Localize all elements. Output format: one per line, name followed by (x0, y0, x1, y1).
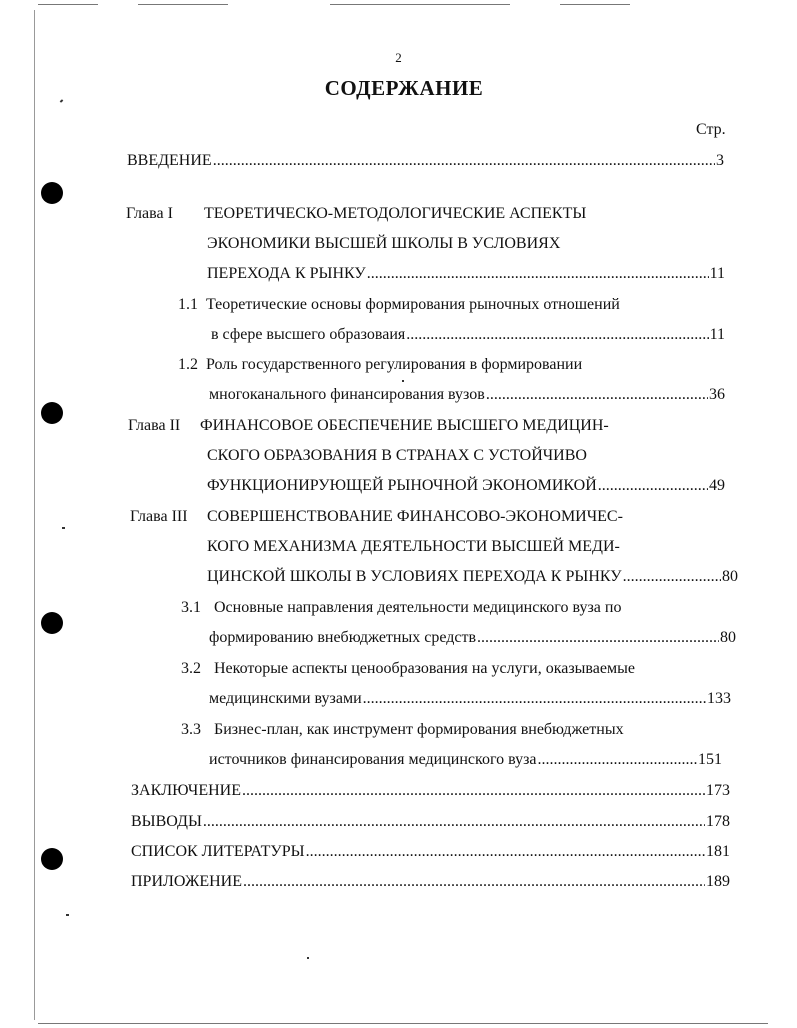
toc-section-label: 3.3 (181, 721, 201, 738)
toc-entry-title-line: ЭКОНОМИКИ ВЫСШЕЙ ШКОЛЫ В УСЛОВИЯХ (207, 235, 561, 252)
toc-entry-page: 178 (706, 813, 730, 830)
binder-hole (41, 848, 63, 870)
leader-dots (243, 873, 705, 891)
toc-chapter-label: Глава I (126, 205, 173, 222)
leader-dots (477, 629, 719, 647)
toc-entry[interactable] (207, 568, 738, 590)
leader-dots (486, 386, 708, 404)
scan-edge-top (38, 4, 98, 5)
toc-entry[interactable] (211, 326, 725, 348)
leader-dots (213, 152, 715, 170)
toc-entry-title-line: ФУНКЦИОНИРУЮЩЕЙ РЫНОЧНОЙ ЭКОНОМИКОЙ (207, 477, 597, 494)
toc-entry-title: ЗАКЛЮЧЕНИЕ (131, 782, 241, 799)
scan-edge-left (34, 10, 35, 1020)
page-column-label: Стр. (696, 121, 726, 138)
toc-entry-title-line: СКОГО ОБРАЗОВАНИЯ В СТРАНАХ С УСТОЙЧИВО (207, 447, 587, 464)
toc-entry-title-line: источников финансирования медицинского вуза (209, 751, 537, 768)
toc-entry[interactable] (127, 152, 724, 174)
leader-dots (598, 477, 708, 495)
scan-edge-top (330, 4, 510, 5)
leader-dots (363, 690, 706, 708)
toc-entry[interactable] (131, 843, 730, 865)
page-number: 2 (395, 50, 402, 65)
toc-entry-page: 11 (709, 326, 725, 343)
scan-edge-top (138, 4, 228, 5)
toc-entry-page: 11 (709, 265, 725, 282)
page-title: СОДЕРЖАНИЕ (324, 76, 484, 100)
leader-dots (203, 813, 705, 831)
scan-speck (402, 380, 404, 382)
toc-entry[interactable] (209, 629, 736, 651)
scan-edge-top (560, 4, 630, 5)
binder-hole (41, 612, 63, 634)
toc-entry[interactable] (207, 265, 725, 287)
toc-entry-page: 133 (707, 690, 731, 707)
toc-entry[interactable] (209, 751, 722, 773)
toc-entry-title: ПРИЛОЖЕНИЕ (131, 873, 243, 890)
toc-chapter-label: Глава III (130, 508, 188, 525)
toc-entry-title: ВВЕДЕНИЕ (127, 152, 212, 169)
toc-entry-title-line: ЦИНСКОЙ ШКОЛЫ В УСЛОВИЯХ ПЕРЕХОДА К РЫНКУ (207, 568, 622, 585)
leader-dots (242, 782, 705, 800)
toc-chapter-label: Глава II (128, 417, 181, 434)
toc-entry-title-line: КОГО МЕХАНИЗМА ДЕЯТЕЛЬНОСТИ ВЫСШЕЙ МЕДИ- (207, 538, 620, 555)
toc-entry-page: 80 (722, 568, 738, 585)
toc-entry-title-line: Основные направления деятельности медицинского вуза по (214, 599, 622, 616)
toc-entry-page: 49 (709, 477, 725, 494)
toc-entry[interactable] (131, 813, 730, 835)
toc-entry-title-line: Некоторые аспекты ценообразования на услуги, оказываемые (214, 660, 635, 677)
toc-entry-page: 36 (709, 386, 725, 403)
leader-dots (406, 326, 708, 344)
scan-speck (62, 527, 65, 529)
leader-dots (623, 568, 721, 586)
toc-entry-title-line: Роль государственного регулирования в формировании (206, 356, 583, 373)
leader-dots (538, 751, 697, 769)
toc-section-label: 1.1 (178, 296, 198, 313)
toc-entry-title: СПИСОК ЛИТЕРАТУРЫ (131, 843, 305, 860)
toc-entry-title-line: Бизнес-план, как инструмент формирования внебюджетных (214, 721, 624, 738)
toc-entry[interactable] (131, 782, 730, 804)
toc-entry[interactable] (131, 873, 730, 895)
toc-entry-title-line: ТЕОРЕТИЧЕСКО-МЕТОДОЛОГИЧЕСКИЕ АСПЕКТЫ (204, 205, 587, 222)
toc-entry-title-line: ПЕРЕХОДА К РЫНКУ (207, 265, 366, 282)
toc-entry[interactable] (209, 690, 731, 712)
leader-dots (367, 265, 709, 283)
toc-entry-title-line: формированию внебюджетных средств (209, 629, 477, 646)
leader-dots (306, 843, 705, 861)
toc-entry-page: 80 (720, 629, 736, 646)
binder-hole (41, 402, 63, 424)
scan-speck (307, 957, 309, 959)
scan-speck (66, 914, 69, 916)
toc-section-label: 3.2 (181, 660, 201, 677)
toc-section-label: 1.2 (178, 356, 198, 373)
binder-hole (41, 182, 63, 204)
toc-entry-page: 173 (706, 782, 730, 799)
toc-entry-title: ВЫВОДЫ (131, 813, 202, 830)
toc-entry-title-line: ФИНАНСОВОЕ ОБЕСПЕЧЕНИЕ ВЫСШЕГО МЕДИЦИН- (200, 417, 609, 434)
toc-entry-title-line: Теоретические основы формирования рыночных отношений (206, 296, 620, 313)
toc-entry-page: 181 (706, 843, 730, 860)
toc-entry-page: 189 (706, 873, 730, 890)
toc-entry-title-line: многоканального финансирования вузов (209, 386, 485, 403)
toc-entry-page: 3 (716, 152, 724, 169)
toc-entry[interactable] (207, 477, 725, 499)
toc-entry-title-line: в сфере высшего образоваия (211, 326, 406, 343)
toc-section-label: 3.1 (181, 599, 201, 616)
toc-entry-title-line: медицинскими вузами (209, 690, 362, 707)
toc-entry[interactable] (209, 386, 725, 408)
scan-edge-bottom (38, 1023, 768, 1024)
toc-entry-page: 151 (698, 751, 722, 768)
toc-entry-title-line: СОВЕРШЕНСТВОВАНИЕ ФИНАНСОВО-ЭКОНОМИЧЕС- (207, 508, 623, 525)
